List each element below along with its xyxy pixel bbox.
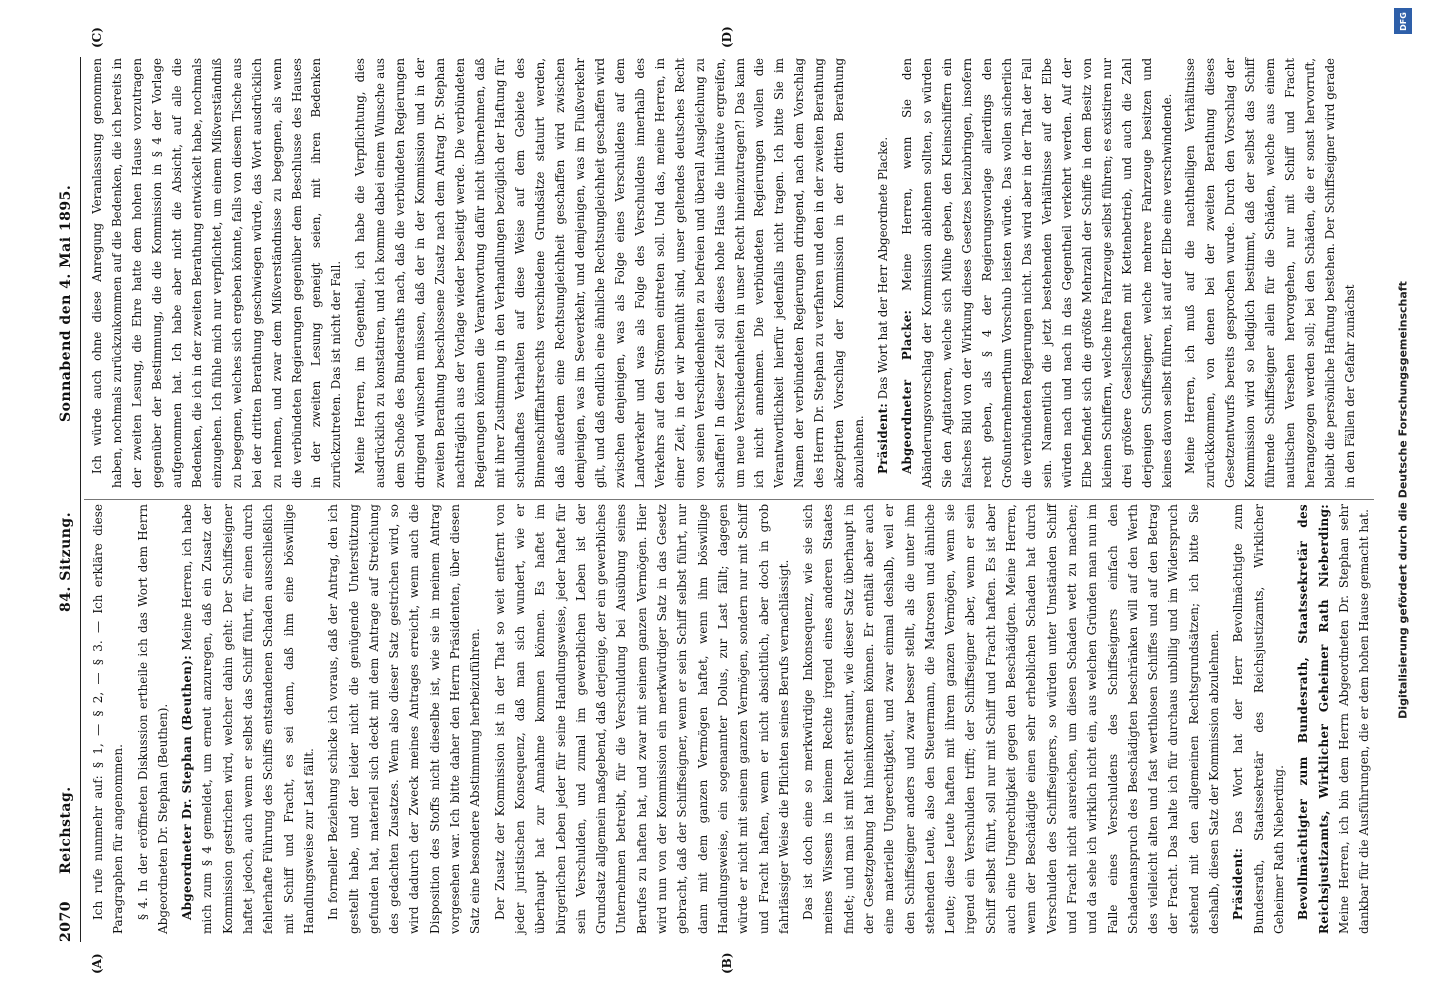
digitization-credit: Digitalisierung gefördert durch die Deutsche Forschungsgemeinschaft bbox=[1396, 281, 1410, 719]
dfg-logo: DFG bbox=[1394, 8, 1412, 34]
header-rule bbox=[80, 57, 81, 942]
right-text-column bbox=[88, 58, 1365, 488]
left-text-column bbox=[88, 504, 1378, 934]
left-paragraph: In formeller Beziehung schicke ich voraus, daß der Antrag, den ich gestellt habe, und der leider nicht die genügende Unterstützung gefunden hat, materiell sich deckt mit dem Antrage auf Streichung des gedachten Zusatzes. Wenn also dieser Satz gestrichen wird, so wird dadurch der Zweck meines Antrages erreicht, wenn auch die Disposition des Stoffs nicht dieselbe ist, wie sie in meinem Antrag vorgesehen war. Ich bitte daher den Herrn Präsidenten, über diesen Satz eine besondere Abstimmung herbeizuführen. bbox=[326, 504, 483, 934]
page-number: 2070 bbox=[58, 901, 74, 942]
margin-mark-c: (C) bbox=[90, 27, 104, 48]
left-paragraph: Das ist doch eine so merkwürdige Inkonsequenz, wie sie sich meines Wissens in keinem Rechte irgend eines anderen Staates findet; und man ist mit Recht erstaunt, wie dieser Satz überhaupt in der Gesetzgebung hat hineinkommen können. Er enthält aber auch eine materielle Ungerechtigkeit, und zwar einmal deshalb, weil er den Schiffseigner anders und zwar besser stellt, als die unter ihm stehenden Leute, also den Steuermann, die Matrosen und ähnliche Leute; diese Leute haften mit ihrem ganzen Vermögen, wenn sie irgend ein Verschulden trifft; der Schiffseigner aber, wenn er sein Schiff selbst führt, soll nur mit Schiff und Fracht haften. Es ist aber auch eine Ungerechtigkeit gegen den Beschädigten. Meine Herren, wenn der Beschädigte einen sehr erheblichen Schaden hat durch Verschulden des Schiffseigners, so würden unter Umständen Schiff und Fracht nicht ausreichen, um diesen Schaden wett zu machen; und da sehe ich wirklich nicht ein, aus welchen Gründen man nun im Falle eines Verschuldens des Schiffseigners einfach den Schadenanspruch des Beschädigten beschränken will auf den Werth des vielleicht alten und fast werthlosen Schiffes und auf den Betrag der Fracht. Das halte ich für durchaus unbillig und im Widerspruch stehend mit den allgemeinen Rechtsgrundsätzen; ich bitte Sie deshalb, diesen Satz der Kommission abzulehnen. bbox=[801, 504, 1222, 934]
column-divider bbox=[84, 499, 1374, 500]
left-paragraph: Abgeordneter Dr. Stephan (Beuthen): Meine Herren, ich habe mich zum § 4 gemeldet, um erneut anzuregen, daß ein Zusatz der Kommission gestrichen wird, welcher dahin geht: Der Schiffseigner haftet jedoch, auch wenn er selbst das Schiff führt, für einen durch fehlerhafte Führung des Schiffs entstandenen Schaden ausschließlich mit Schiff und Fracht, es sei denn, daß ihm eine böswillige Handlungsweise zur Last fällt. bbox=[180, 503, 316, 934]
session-date: Sonnabend den 4. Mai 1895. bbox=[58, 184, 74, 422]
margin-mark-d: (D) bbox=[720, 26, 734, 48]
page-header bbox=[58, 57, 78, 942]
right-paragraph: Meine Herren, im Gegentheil, ich habe die Verpflichtung, dies ausdrücklich zu konstatiren, und ich komme dabei einem Wunsche aus dem Schoße des Bundesraths nach, daß die verbündeten Regierungen dringend wünschen müssen, daß der in der Kommission und in der zweiten Berathung beschlossene Zusatz nach dem Antrag Dr. Stephan nachträglich aus der Vorlage wieder beseitigt werde. Die verbündeten Regierungen können die Verantwortung dafür nicht übernehmen, daß mit ihrer Zustimmung in den Verhandlungen bezüglich der Haftung für schuldhaftes Verhalten auf diese Weise auf dem Gebiete des Binnenschifffahrtsrechts verschiedene Grundsätze statuirt werden, daß außerdem eine Rechtsungleichheit geschaffen wird zwischen demjenigen, was im Seeverkehr, und demjenigen, was im Flußverkehr gilt, und daß endlich eine ähnliche Rechtsungleichheit geschaffen wird zwischen denjenigen, was als Folge eines Verschuldens auf dem Landverkehr und was als Folge des Verschuldens innerhalb des Verkehrs auf den Strömen eintreten soll. Und das, meine Herren, in einer Zeit, in der wir bemüht sind, unser geltendes deutsches Recht von seinen Verschiedenheiten zu befreien und überall Ausgleichung zu schaffen! In dieser Zeit soll dieses hohe Haus die Initiative ergreifen, um neue Verschiedenheiten in unser Recht hineinzutragen?! Das kann ich nicht annehmen. Die verbündeten Regierungen wollen die Verantwortlichkeit hierfür jedenfalls nicht tragen. Ich bitte Sie im Namen der verbündeten Regierungen dringend, nach dem Vorschlag des Herrn Dr. Stephan zu verfahren und den in der zweiten Berathung akzeptirten Vorschlag der Kommission in der dritten Berathung abzulehnen. bbox=[353, 58, 867, 488]
margin-mark-b: (B) bbox=[720, 952, 734, 974]
left-paragraph: Bevollmächtigter zum Bundesrath, Staatssekretär des Reichsjustizamts, Wirklicher Geheimer Rath Nieberding: Meine Herren, ich bin dem Herrn Abgeordneten Dr. Stephan sehr dankbar für die Ausführungen, die er dem hohen Hause gemacht hat. bbox=[1296, 504, 1372, 934]
sitting-number: 84. Sitzung. bbox=[58, 511, 74, 612]
right-paragraph: Abgeordneter Placke: Meine Herren, wenn Sie den Abänderungsvorschlag der Kommission ablehnen sollten, so würden Sie den Agitatoren, welche sich Mühe geben, den Kleinschiffern ein falsches Bild von der Wirkung dieses Gesetzes beizubringen, insofern recht geben, als § 4 der Regierungsvorlage allerdings den Großunternehmerthum Vorschub leisten würde. Das wollen sicherlich die verbündeten Regierungen nicht. Das wird aber in der That der Fall sein. Namentlich die jetzt bestehenden Verhältnisse auf der Elbe würden nach und nach in das Gegentheil verkehrt werden. Auf der Elbe befindet sich die größte Mehrzahl der Schiffe in dem Besitz von kleinen Schiffern, welche ihre Fahrzeuge selbst führen; es existiren nur drei größere Gesellschaften mit Kettenbetrieb, und auch die Zahl derjenigen Schiffseigner, welche mehrere Fahrzeuge besitzen und keines davon selbst führen, ist auf der Elbe eine verschwindende. bbox=[900, 58, 1174, 488]
left-paragraph: Präsident: Das Wort hat der Herr Bevollmächtigte zum Bundesrath, Staatssekretär des Reichsjustizamts, Wirklicher Geheimer Rath Nieberding. bbox=[1231, 504, 1286, 934]
left-paragraph: Ich rufe nunmehr auf: § 1, — § 2, — § 3. — Ich erkläre diese Paragraphen für angenommen. bbox=[91, 504, 126, 934]
right-paragraph: Präsident: Das Wort hat der Herr Abgeordnete Placke. bbox=[876, 136, 891, 474]
publication-title: Reichstag. bbox=[58, 786, 74, 874]
right-paragraph: Ich würde auch ohne diese Anregung Veranlassung genommen haben, nochmals zurückzukommen auf die Bedenken, die ich bereits in der zweiten Lesung, die Ehre hatte dem hohen Hause vorzutragen gegenüber der Bestimmung, die die Kommission in § 4 der Vorlage aufgenommen hat. Ich habe aber nicht die Absicht, auf alle die Bedenken, die ich in der zweiten Berathung entwickelt habe, nochmals einzugehen. Ich fühle mich nur verpflichtet, um einem Mißverständniß zu begegnen, welches sich ergeben könnte, falls von diesem Tische aus bei der dritten Berathung geschwiegen würde, das Wort ausdrücklich zu nehmen, und zwar dem Mißverständnisse zu begegnen, als wenn die verbündeten Regierungen gegenüber dem Beschlusse des Hauses in der zweiten Lesung geneigt seien, mit ihren Bedenken zurückzutreten. Das ist nicht der Fall. bbox=[90, 58, 344, 488]
left-paragraph: § 4. In der eröffneten Diskussion ertheile ich das Wort dem Herrn Abgeordneten Dr. Stephan (Beuthen). bbox=[135, 504, 170, 934]
right-paragraph: Meine Herren, ich muß auf die nachtheiligen Verhältnisse zurückkommen, von denen bei der zweiten Berathung dieses Gesetzentwurfs bereits gesprochen wurde. Durch den Vorschlag der Kommission wird so lediglich bestimmt, daß der selbst das Schiff führende Schiffseigner allein für die Schäden, welche aus einem nautischen Versehen hervorgehen, nur mit Schiff und Fracht herangezogen werden soll; bei den Schäden, die er sonst hervorruft, bleibt die persönliche Haftung bestehen. Der Schiffseigner wird gerade in den Fällen der Gefahr zunächst bbox=[1183, 58, 1358, 488]
left-paragraph: Der Zusatz der Kommission ist in der That so weit entfernt von jeder juristischen Konsequenz, daß man sich wundert, wie er überhaupt hat zur Annahme kommen können. Es haftet im bürgerlichen Leben jeder für seine Handlungsweise, jeder haftet für sein Verschulden, und zumal im gewerblichen Leben ist der Grundsatz allgemein maßgebend, daß derjenige, der ein gewerbliches Unternehmen betreibt, für die Verschuldung bei Ausübung seines Berufes zu haften hat, und zwar mit seinem ganzen Vermögen. Hier wird nun von der Kommission ein merkwürdiger Satz in das Gesetz gebracht, daß der Schiffseigner, wenn er sein Schiff selbst führt, nur dann mit dem ganzen Vermögen haftet, wenn ihm böswillige Handlungsweise, ein sogenannter Dolus, zur Last fällt; dagegen würde er nicht mit seinem ganzen Vermögen, sondern nur mit Schiff und Fracht haften, wenn er nicht absichtlich, aber doch in grob fahrlässiger Weise die Pflichten seines Berufs vernachlässigt. bbox=[492, 504, 791, 934]
margin-mark-a: (A) bbox=[90, 953, 104, 974]
